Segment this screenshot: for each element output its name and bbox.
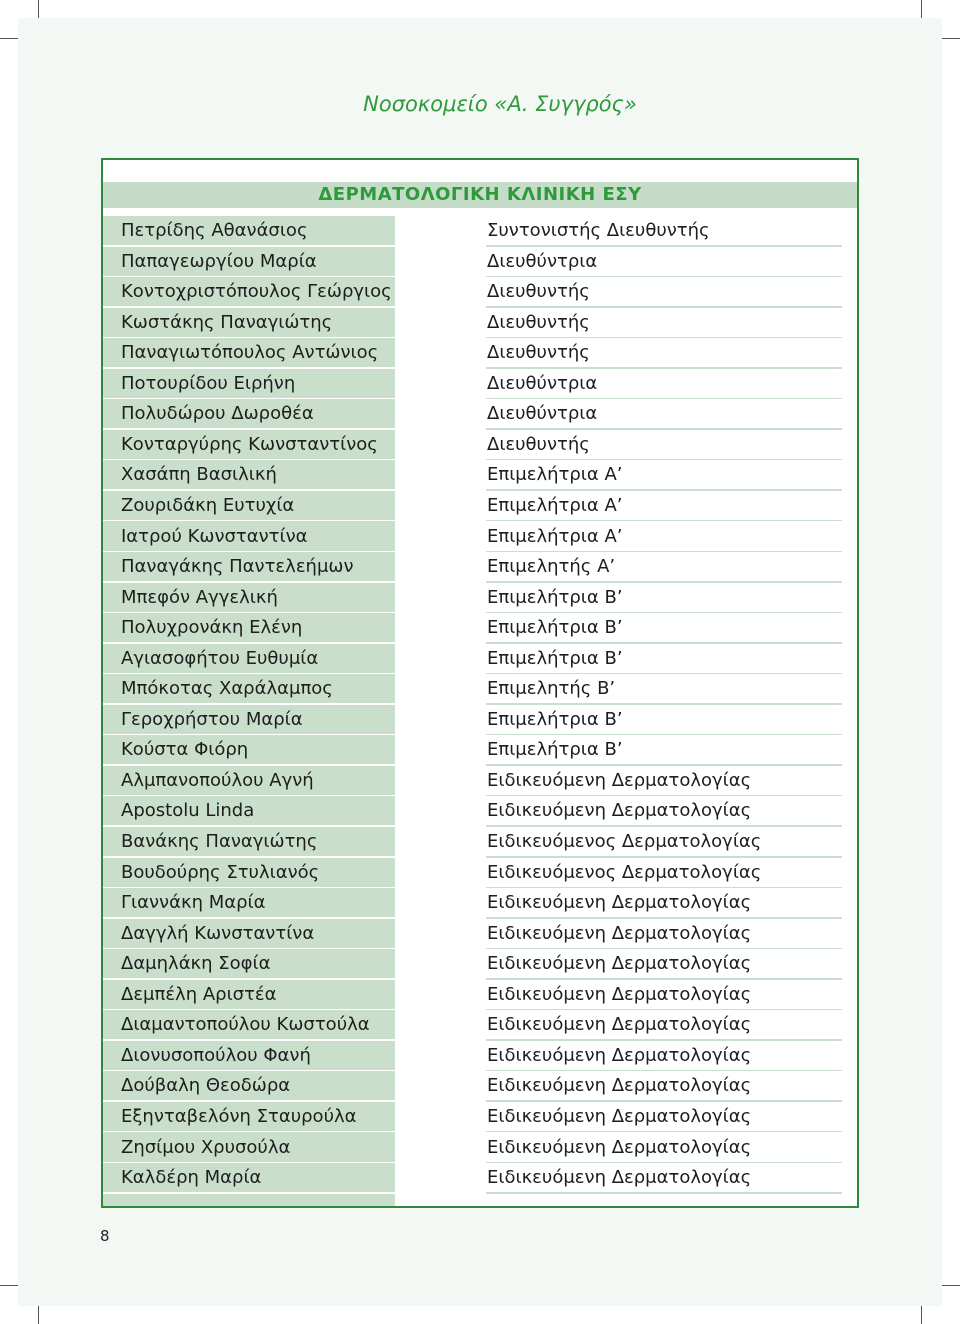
table-row (103, 1071, 857, 1102)
staff-position: Επιμελήτρια Α’ (487, 464, 623, 486)
staff-position: Επιμελήτρια Α’ (487, 494, 623, 516)
table-row (103, 949, 857, 980)
staff-position: Ειδικευόμενη Δερματολογίας (487, 1014, 752, 1036)
staff-name: Παπαγεωργίου Μαρία (121, 250, 317, 272)
table-row (103, 247, 857, 278)
staff-name: Δούβαλη Θεοδώρα (121, 1075, 291, 1097)
staff-name: Ιατρού Κωνσταντίνα (121, 525, 308, 547)
staff-name: Ζουριδάκη Ευτυχία (121, 494, 295, 516)
staff-position: Συντονιστής Διευθυντής (487, 220, 710, 241)
staff-position: Ειδικευόμενη Δερματολογίας (487, 1044, 752, 1066)
table-row (103, 1133, 857, 1164)
table-row (103, 613, 857, 644)
table-row (103, 827, 857, 858)
table-row (103, 888, 857, 919)
staff-name: Διαμαντοπούλου Κωστούλα (121, 1014, 370, 1036)
table-row (103, 1010, 857, 1041)
row-divider (486, 1192, 842, 1194)
table-row (103, 1102, 857, 1133)
table-row (103, 644, 857, 675)
table-row (103, 705, 857, 736)
staff-name: Ζησίμου Χρυσούλα (121, 1136, 291, 1158)
table-row (103, 338, 857, 369)
table-row (103, 1041, 857, 1072)
staff-name: Πολυχρονάκη Ελένη (121, 617, 303, 639)
table-row (103, 674, 857, 705)
staff-position: Επιμελήτρια Α’ (487, 525, 623, 547)
staff-table (101, 158, 859, 1208)
staff-name: Αγιασοφήτου Ευθυμία (121, 647, 319, 669)
staff-position: Επιμελήτρια Β’ (487, 739, 623, 761)
staff-name: Πολυδώρου Δωροθέα (121, 403, 314, 425)
staff-position: Διευθύντρια (487, 372, 598, 394)
staff-position: Διευθύντρια (487, 403, 598, 425)
staff-name: Μπόκοτας Χαράλαμπος (121, 678, 333, 700)
staff-name: Καλδέρη Μαρία (121, 1167, 262, 1189)
staff-position: Διευθυντής (487, 311, 590, 333)
staff-name: Κούστα Φιόρη (121, 739, 249, 761)
staff-position: Επιμελητής Α’ (487, 556, 616, 578)
staff-position: Επιμελητής Β’ (487, 678, 616, 700)
staff-position: Επιμελήτρια Β’ (487, 708, 623, 730)
table-row (103, 858, 857, 889)
staff-name: Δαγγλή Κωνσταντίνα (121, 922, 315, 944)
staff-position: Διευθυντής (487, 281, 590, 303)
table-row (103, 1163, 857, 1194)
table-row (103, 277, 857, 308)
staff-name: Βουδούρης Στυλιανός (121, 861, 320, 883)
staff-position: Ειδικευόμενη Δερματολογίας (487, 1105, 752, 1127)
staff-name: Μπεφόν Αγγελική (121, 586, 278, 608)
staff-position: Ειδικευόμενη Δερματολογίας (487, 1136, 752, 1158)
staff-position: Ειδικευόμενη Δερματολογίας (487, 892, 752, 914)
row-divider (103, 1192, 395, 1194)
table-row (103, 919, 857, 950)
page-number: 8 (100, 1227, 110, 1245)
staff-position: Διευθυντής (487, 342, 590, 364)
staff-name: Βανάκης Παναγιώτης (121, 831, 318, 852)
table-title: ΔΕΡΜΑΤΟΛΟΓΙΚΗ ΚΛΙΝΙΚΗ ΕΣΥ (318, 184, 642, 205)
table-row (103, 460, 857, 491)
staff-position: Ειδικευόμενη Δερματολογίας (487, 800, 752, 822)
staff-name: Κοντοχριστόπουλος Γεώργιος (121, 281, 392, 303)
staff-name: Χασάπη Βασιλική (121, 464, 277, 486)
staff-name: Διονυσοπούλου Φανή (121, 1044, 311, 1066)
staff-position: Επιμελήτρια Β’ (487, 647, 623, 669)
table-row (103, 735, 857, 766)
staff-name: Δαμηλάκη Σοφία (121, 953, 271, 975)
table-row (103, 766, 857, 797)
staff-name: Παναγιωτόπουλος Αντώνιος (121, 342, 379, 364)
staff-position: Ειδικευόμενη Δερματολογίας (487, 1075, 752, 1097)
staff-position: Ειδικευόμενη Δερματολογίας (487, 1167, 752, 1189)
table-row (103, 491, 857, 522)
staff-position: Διευθύντρια (487, 250, 598, 272)
table-row (103, 796, 857, 827)
staff-name: Γιαννάκη Μαρία (121, 892, 266, 914)
table-row (103, 583, 857, 614)
staff-name: Πετρίδης Αθανάσιος (121, 220, 308, 241)
page-header-hospital: Νοσοκομείο «Α. Συγγρός» (363, 92, 637, 116)
staff-name: Ποτουρίδου Ειρήνη (121, 372, 296, 394)
table-row (103, 430, 857, 461)
staff-position: Ειδικευόμενη Δερματολογίας (487, 983, 752, 1005)
table-row (103, 980, 857, 1011)
table-row (103, 216, 857, 247)
staff-position: Διευθυντής (487, 433, 590, 455)
table-row (103, 399, 857, 430)
staff-name: Δεμπέλη Αριστέα (121, 983, 277, 1005)
staff-name: Εξηνταβελόνη Σταυρούλα (121, 1105, 357, 1127)
table-row (103, 522, 857, 553)
staff-name: Κωστάκης Παναγιώτης (121, 311, 333, 333)
table-row (103, 552, 857, 583)
table-header (103, 160, 857, 208)
staff-position: Ειδικευόμενη Δερματολογίας (487, 953, 752, 975)
staff-position: Επιμελήτρια Β’ (487, 586, 623, 608)
table-row (103, 308, 857, 339)
staff-name: Γεροχρήστου Μαρία (121, 708, 303, 730)
staff-name: Κονταργύρης Κωνσταντίνος (121, 433, 378, 455)
staff-position: Ειδικευόμενη Δερματολογίας (487, 769, 752, 791)
table-row (103, 369, 857, 400)
staff-position: Επιμελήτρια Β’ (487, 617, 623, 639)
staff-position: Ειδικευόμενος Δερματολογίας (487, 831, 762, 852)
staff-name: Apostolu Linda (121, 800, 255, 822)
staff-name: Παναγάκης Παντελεήμων (121, 556, 354, 578)
staff-position: Ειδικευόμενη Δερματολογίας (487, 922, 752, 944)
staff-position: Ειδικευόμενος Δερματολογίας (487, 861, 762, 883)
staff-name: Αλμπανοπούλου Αγνή (121, 769, 314, 791)
